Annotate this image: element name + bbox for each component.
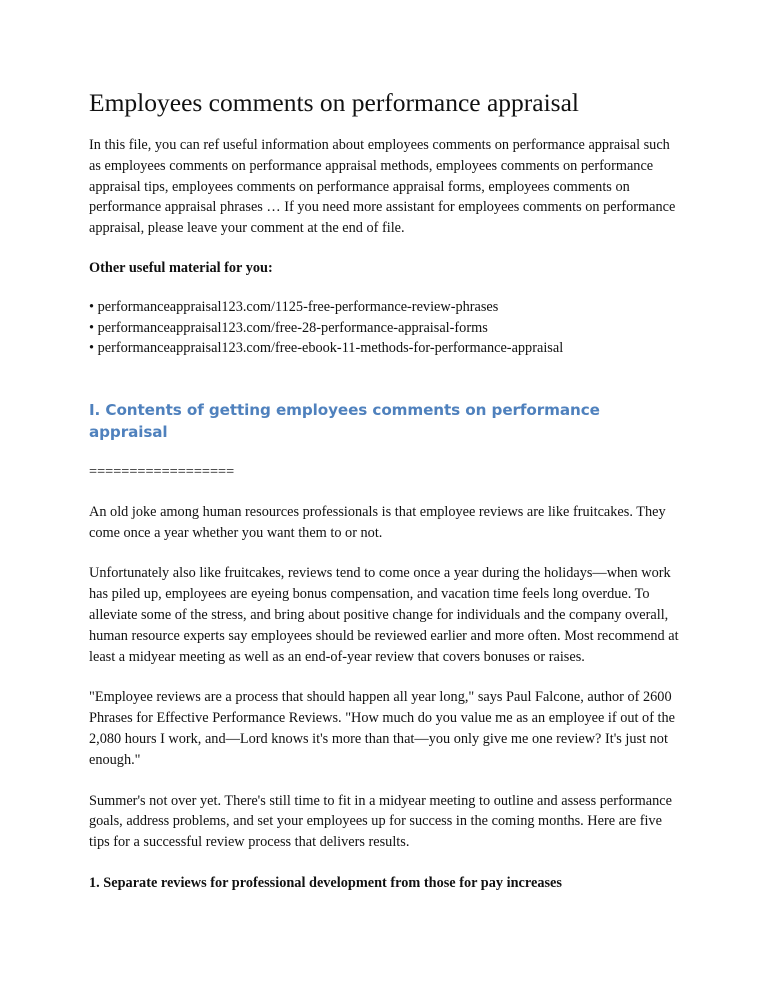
document-title: Employees comments on performance appraisal [89,88,579,117]
body-paragraph: Summer's not over yet. There's still time to fit in a midyear meeting to outline and assess performance goals, address problems, and set your employees up for success in the coming months. Here are five tips for a successful review process that delivers results. [89,792,672,851]
body-paragraph: Unfortunately also like fruitcakes, reviews tend to come once a year during the holidays—when work has piled up, employees are eyeing bonus compensation, and vacation time feels long overdue. To alleviate some of the stress, and bring about positive change for individuals and the company overall, human resource experts say employees should be reviewed earlier and more often. Most recommend at least a midyear meeting as well as an end-of-year review that covers bonuses or raises. [89,565,679,665]
section-heading: I. Contents of getting employees comments on performance appraisal [89,400,600,441]
body-paragraph: "Employee reviews are a process that should happen all year long," says Paul Falcone, author of 2600 Phrases for Effective Performance Reviews. "How much do you value me as an employee if out of the 2,080 hours I work, and—Lord knows it's more than that—you only give me one review? It's just not enough." [89,689,676,768]
useful-links-list [89,297,680,359]
useful-link[interactable]: • performanceappraisal123.com/free-ebook-11-methods-for-performance-appraisal [89,340,564,357]
useful-material-heading: Other useful material for you: [89,259,273,276]
useful-link[interactable]: • performanceappraisal123.com/1125-free-performance-review-phrases [89,298,499,315]
numbered-heading: 1. Separate reviews for professional development from those for pay increases [89,874,562,891]
body-paragraph: An old joke among human resources professionals is that employee reviews are like fruitcakes. They come once a year whether you want them to or not. [89,503,666,541]
intro-paragraph: In this file, you can ref useful information about employees comments on performance appraisal such as employees comments on performance appraisal methods, employees comments on performance appraisal tips, employees comments on performance appraisal forms, employees comments on performance appraisal phrases … If you need more assistant for employees comments on performance appraisal, please leave your comment at the end of file. [89,137,676,237]
divider-line: ================== [89,463,235,480]
useful-link[interactable]: • performanceappraisal123.com/free-28-performance-appraisal-forms [89,319,488,336]
